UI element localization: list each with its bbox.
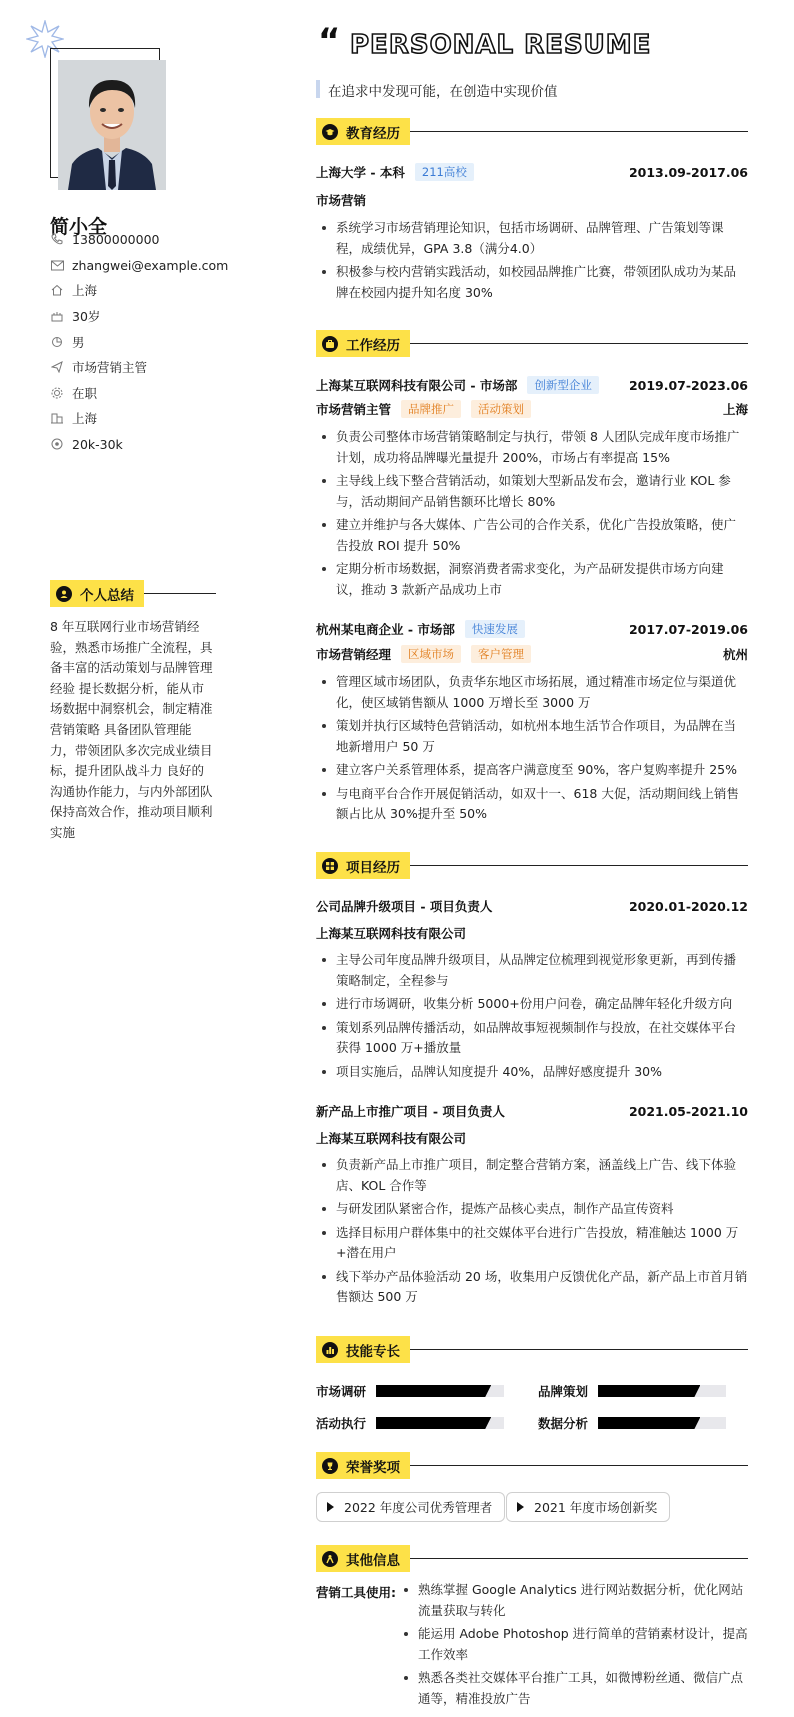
- award-chip: [506, 1492, 670, 1522]
- city-value: 上海: [72, 411, 98, 426]
- projects-divider: [410, 865, 748, 867]
- list-item: 熟悉各类社交媒体平台推广工具，如微博粉丝通、微信广点通等，精准投放广告: [400, 1668, 748, 1709]
- info-row-city: [50, 408, 97, 428]
- skills-section-header: [316, 1336, 748, 1363]
- phone-value: 13800000000: [72, 231, 160, 247]
- list-item: 策划并执行区域特色营销活动，如杭州本地生活节合作项目，为品牌在当地新增用户 50 万: [318, 716, 748, 757]
- project-org-row: [316, 924, 748, 942]
- position-value: 市场营销主管: [72, 360, 148, 375]
- job-company-tag: 创新型企业: [527, 376, 599, 394]
- awards-title: 荣誉奖项: [346, 1459, 400, 1476]
- projects-section-pill: [316, 852, 410, 879]
- projects-section-header: [316, 852, 748, 879]
- skill-name: 数据分析: [538, 1416, 589, 1431]
- list-item: 积极参与校内营销实践活动，如校园品牌推广比赛，带领团队成功为某品牌在校园内提升知名度 30%: [318, 262, 748, 303]
- job-tag: 品牌推广: [401, 400, 461, 418]
- projects-title: 项目经历: [346, 859, 400, 876]
- info-row-gender: [50, 332, 85, 352]
- job-role-row: [316, 400, 748, 418]
- job-bullets: [318, 672, 748, 828]
- skill-item: [316, 1414, 504, 1432]
- list-item: 建立客户关系管理体系，提高客户满意度至 90%，客户复购率提升 25%: [318, 760, 748, 781]
- project-org: 上海某互联网科技有限公司: [316, 1131, 467, 1146]
- education-title: 教育经历: [346, 125, 400, 142]
- awards-section-pill: [316, 1452, 410, 1479]
- education-period: 2013.09-2017.06: [628, 164, 748, 180]
- work-divider: [410, 343, 748, 345]
- job-tag: 活动策划: [471, 400, 531, 418]
- project-name: 新产品上市推广项目 - 项目负责人: [316, 1104, 505, 1119]
- project-name: 公司品牌升级项目 - 项目负责人: [316, 899, 493, 914]
- education-bullets: [318, 218, 748, 306]
- summary-title: 个人总结: [80, 587, 134, 604]
- project-period: 2021.05-2021.10: [628, 1103, 748, 1119]
- page-title: PERSONAL RESUME: [350, 30, 652, 60]
- skills-title: 技能专长: [346, 1343, 400, 1360]
- location-value: 上海: [72, 283, 98, 298]
- info-row-age: [50, 306, 100, 326]
- skills-section-pill: [316, 1336, 410, 1363]
- work-title: 工作经历: [346, 337, 400, 354]
- list-item: 主导线上线下整合营销活动，如策划大型新品发布会，邀请行业 KOL 参与，活动期间产品销售额环比增长 80%: [318, 471, 748, 512]
- award-label: 2022 年度公司优秀管理者: [344, 1500, 493, 1515]
- list-item: 与研发团队紧密合作，提炼产品核心卖点，制作产品宣传资料: [318, 1199, 748, 1220]
- other-section-pill: [316, 1545, 410, 1572]
- work-section-pill: [316, 330, 410, 357]
- job-tag: 客户管理: [471, 645, 531, 663]
- other-bullets: [400, 1580, 748, 1712]
- age-value: 30岁: [72, 309, 101, 324]
- skill-bar-fill: [598, 1417, 700, 1429]
- info-row-position: [50, 357, 147, 377]
- summary-section-header: [50, 580, 216, 607]
- trophy-icon: [322, 1458, 338, 1474]
- play-icon: [327, 1502, 334, 1512]
- education-section-pill: [316, 118, 410, 145]
- job-header-row: [316, 620, 748, 638]
- list-item: 能运用 Adobe Photoshop 进行简单的营销素材设计，提高工作效率: [400, 1624, 748, 1665]
- list-item: 线下举办产品体验活动 20 场，收集用户反馈优化产品，新产品上市首月销售额达 500 万: [318, 1267, 748, 1308]
- job-period: 2017.07-2019.06: [628, 621, 748, 637]
- email-icon: [50, 258, 64, 272]
- education-divider: [410, 131, 748, 133]
- list-item: 负责公司整体市场营销策略制定与执行，带领 8 人团队完成年度市场推广计划，成功将品牌曝光量提升 200%，市场占有率提高 15%: [318, 427, 748, 468]
- gender-value: 男: [72, 335, 85, 350]
- list-item: 熟练掌握 Google Analytics 进行网站数据分析，优化网站流量获取与转化: [400, 1580, 748, 1621]
- job-location: 上海: [722, 402, 748, 417]
- age-icon: [50, 309, 64, 323]
- other-label: 营销工具使用:: [316, 1585, 396, 1600]
- user-icon: [56, 586, 72, 602]
- info-row-phone: [50, 229, 159, 249]
- info-row-salary: [50, 434, 123, 454]
- avatar: [58, 60, 166, 190]
- skill-bar: [598, 1385, 726, 1397]
- play-icon: [517, 1502, 524, 1512]
- skill-item: [538, 1414, 726, 1432]
- skill-bar-fill: [598, 1385, 700, 1397]
- page-subtitle: 在追求中发现可能，在创造中实现价值: [328, 84, 558, 100]
- summary-text: 8 年互联网行业市场营销经验，熟悉市场推广全流程，具备丰富的活动策划与品牌管理经验 提长数据分析，能从市场数据中洞察机会，制定精准营销策略 具备团队管理能力，带领团队多次完成业绩目标，提升团队战斗力 良好的沟通协作能力，与内外部团队保持高效合作，推动项目顺利实施: [50, 619, 213, 840]
- email-value: zhangwei@example.com: [72, 257, 229, 273]
- job-period: 2019.07-2023.06: [628, 377, 748, 393]
- avatar-illustration: [58, 60, 166, 190]
- job-role: 市场营销经理: [316, 647, 392, 662]
- status-value: 在职: [72, 386, 98, 401]
- list-item: 定期分析市场数据，洞察消费者需求变化，为产品研发提供市场方向建议，推动 3 款新产品成功上市: [318, 559, 748, 600]
- job-company: 上海某互联网科技有限公司 - 市场部: [316, 378, 518, 393]
- skill-item: [316, 1382, 504, 1400]
- info-row-location: [50, 280, 97, 300]
- subtitle-bar: [316, 80, 320, 98]
- other-section-header: [316, 1545, 748, 1572]
- education-school: 上海大学 - 本科: [316, 165, 405, 180]
- briefcase-icon: [322, 336, 338, 352]
- project-org: 上海某互联网科技有限公司: [316, 926, 467, 941]
- skill-name: 品牌策划: [538, 1384, 589, 1399]
- salary-icon: [50, 437, 64, 451]
- status-icon: [50, 386, 64, 400]
- bar-chart-icon: [322, 1342, 338, 1358]
- job-company: 杭州某电商企业 - 市场部: [316, 622, 455, 637]
- skill-bar: [376, 1385, 504, 1397]
- project-org-row: [316, 1129, 748, 1147]
- work-section-header: [316, 330, 748, 357]
- list-item: 策划系列品牌传播活动，如品牌故事短视频制作与投放，在社交媒体平台获得 1000 万+播放量: [318, 1018, 748, 1059]
- list-item: 管理区域市场团队，负责华东地区市场拓展，通过精准市场定位与渠道优化，使区域销售额从 1000 万增长至 3000 万: [318, 672, 748, 713]
- list-item: 建立并维护与各大媒体、广告公司的合作关系，优化广告投放策略，使广告投放 ROI 提升 50%: [318, 515, 748, 556]
- info-row-status: [50, 383, 97, 403]
- awards-divider: [410, 1465, 748, 1467]
- graduation-cap-icon: [322, 124, 338, 140]
- other-divider: [410, 1558, 748, 1560]
- phone-icon: [50, 232, 64, 246]
- project-bullets: [318, 1155, 748, 1311]
- education-section-header: [316, 118, 748, 145]
- education-row: [316, 163, 748, 181]
- education-tag: 211高校: [415, 163, 474, 181]
- education-major: 市场营销: [316, 193, 367, 208]
- other-title: 其他信息: [346, 1552, 400, 1569]
- project-header-row: [316, 897, 748, 915]
- job-location: 杭州: [722, 647, 748, 662]
- skills-divider: [410, 1349, 748, 1351]
- job-header-row: [316, 376, 748, 394]
- list-item: 进行市场调研，收集分析 5000+份用户问卷，确定品牌年轻化升级方向: [318, 994, 748, 1015]
- grid-icon: [322, 858, 338, 874]
- salary-value: 20k-30k: [72, 436, 123, 452]
- skill-bar-fill: [376, 1385, 491, 1397]
- candidate-name: 简小全: [50, 216, 108, 238]
- quote-mark: “: [318, 21, 341, 61]
- award-label: 2021 年度市场创新奖: [534, 1500, 658, 1515]
- home-icon: [50, 283, 64, 297]
- skill-bar: [376, 1417, 504, 1429]
- summary-section-pill: [50, 580, 144, 607]
- job-role: 市场营销主管: [316, 402, 392, 417]
- education-major-row: [316, 191, 748, 209]
- job-company-tag: 快速发展: [465, 620, 525, 638]
- skill-name: 市场调研: [316, 1384, 367, 1399]
- gender-icon: [50, 335, 64, 349]
- skill-name: 活动执行: [316, 1416, 367, 1431]
- award-chip: [316, 1492, 505, 1522]
- job-bullets: [318, 427, 748, 603]
- project-period: 2020.01-2020.12: [628, 898, 748, 914]
- list-item: 与电商平台合作开展促销活动，如双十一、618 大促，活动期间线上销售额占比从 30%提升至 50%: [318, 784, 748, 825]
- list-item: 主导公司年度品牌升级项目，从品牌定位梳理到视觉形象更新，再到传播策略制定，全程参与: [318, 950, 748, 991]
- list-item: 系统学习市场营销理论知识，包括市场调研、品牌管理、广告策划等课程，成绩优异，GPA 3.8（满分4.0）: [318, 218, 748, 259]
- info-row-email: [50, 255, 228, 275]
- summary-divider: [144, 593, 216, 595]
- project-header-row: [316, 1102, 748, 1120]
- person-icon: [322, 1551, 338, 1567]
- list-item: 负责新产品上市推广项目，制定整合营销方案，涵盖线上广告、线下体验店、KOL 合作等: [318, 1155, 748, 1196]
- skill-bar-fill: [376, 1417, 491, 1429]
- job-tag: 区域市场: [401, 645, 461, 663]
- city-icon: [50, 411, 64, 425]
- skill-bar: [598, 1417, 726, 1429]
- send-icon: [50, 360, 64, 374]
- list-item: 选择目标用户群体集中的社交媒体平台进行广告投放，精准触达 1000 万+潜在用户: [318, 1223, 748, 1264]
- list-item: 项目实施后，品牌认知度提升 40%，品牌好感度提升 30%: [318, 1062, 748, 1083]
- project-bullets: [318, 950, 748, 1085]
- awards-section-header: [316, 1452, 748, 1479]
- skill-item: [538, 1382, 726, 1400]
- job-role-row: [316, 645, 748, 663]
